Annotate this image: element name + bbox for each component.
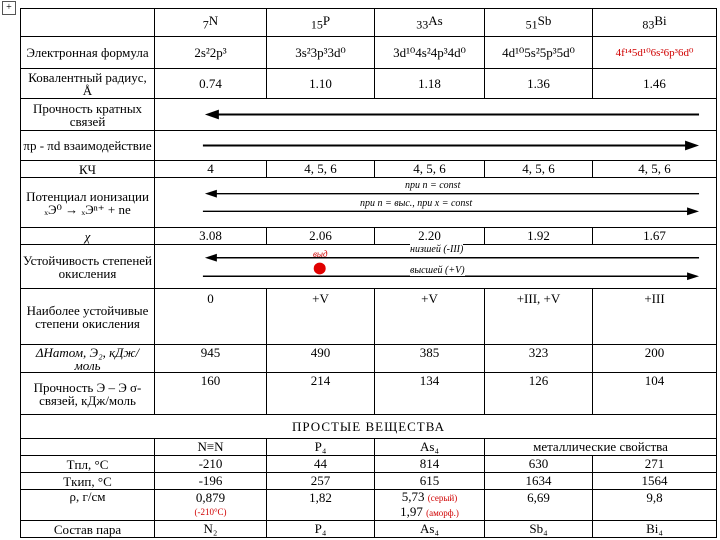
row-coord xyxy=(21,161,717,178)
form-metallic: металлические свойства xyxy=(485,439,717,456)
bond-n: 160 xyxy=(155,373,267,415)
label-coord: КЧ xyxy=(21,161,155,178)
multiple-bonds-arrow-cell xyxy=(155,99,717,131)
form-n: N≡N xyxy=(155,439,267,456)
label-bp: Tкип, °С xyxy=(21,473,155,490)
electroneg-bi: 1.67 xyxy=(593,228,717,245)
row-density xyxy=(21,490,717,521)
mp-bi: 271 xyxy=(593,456,717,473)
row-ionization xyxy=(21,178,717,228)
oxidation-note-red: выд xyxy=(313,249,328,259)
vapor-bi: Bi₄ xyxy=(593,521,717,538)
config-sb: 4d¹⁰5s²5p³5d⁰ xyxy=(485,37,593,69)
density-n-value: 0,879 xyxy=(195,490,226,505)
stable-ox-as: +V xyxy=(375,289,485,345)
oxidation-arrow-cell xyxy=(155,245,717,289)
coord-sb: 4, 5, 6 xyxy=(485,161,593,178)
label-ionization xyxy=(21,178,155,228)
electroneg-sb: 1.92 xyxy=(485,228,593,245)
bond-sb: 126 xyxy=(485,373,593,415)
header-as: $_{33}$As xyxy=(375,9,485,37)
enthalpy-sb: 323 xyxy=(485,345,593,373)
electroneg-p: 2.06 xyxy=(267,228,375,245)
row-bp xyxy=(21,473,717,490)
radius-n: 0.74 xyxy=(155,69,267,99)
enthalpy-p: 490 xyxy=(267,345,375,373)
ionization-arrow-cell xyxy=(155,178,717,228)
vapor-sb: Sb₄ xyxy=(485,521,593,538)
density-bi: 9,8 xyxy=(593,490,717,521)
header-n: $_7$N xyxy=(155,9,267,37)
coord-n: 4 xyxy=(155,161,267,178)
density-as-value-amorph: 1,97 xyxy=(400,504,423,519)
label-bond-strength: Прочность Э – Э σ-связей, кДж/моль xyxy=(21,373,155,415)
stable-ox-sb: +III, +V xyxy=(485,289,593,345)
mp-as: 814 xyxy=(375,456,485,473)
density-sb: 6,69 xyxy=(485,490,593,521)
label-enthalpy: ΔHатом, Э₂, кДж/моль xyxy=(21,345,155,373)
density-p: 1,82 xyxy=(267,490,375,521)
config-p: 3s²3p³3d⁰ xyxy=(267,37,375,69)
bp-n: -196 xyxy=(155,473,267,490)
label-config: Электронная формула xyxy=(21,37,155,69)
density-n xyxy=(155,490,267,521)
enthalpy-as: 385 xyxy=(375,345,485,373)
table-move-handle-icon[interactable]: + xyxy=(2,1,16,15)
label-radius: Ковалентный радиус, Å xyxy=(21,69,155,99)
row-radius xyxy=(21,69,717,99)
radius-bi: 1.46 xyxy=(593,69,717,99)
radius-sb: 1.36 xyxy=(485,69,593,99)
coord-p: 4, 5, 6 xyxy=(267,161,375,178)
coord-bi: 4, 5, 6 xyxy=(593,161,717,178)
bp-bi: 1564 xyxy=(593,473,717,490)
row-section-title xyxy=(21,415,717,439)
oxidation-note-high: высшей (+V) xyxy=(410,265,465,276)
radius-as: 1.18 xyxy=(375,69,485,99)
density-as-note-amorph: (аморф.) xyxy=(426,508,459,518)
density-as-value: 5,73 xyxy=(401,489,425,504)
density-as xyxy=(375,490,485,521)
bond-bi: 104 xyxy=(593,373,717,415)
mp-n: -210 xyxy=(155,456,267,473)
row-multiple-bonds xyxy=(21,99,717,131)
header-sb: $_{51}$Sb xyxy=(485,9,593,37)
row-bond-strength xyxy=(21,373,717,415)
row-forms xyxy=(21,439,717,456)
vapor-as: As₄ xyxy=(375,521,485,538)
label-electroneg: χ xyxy=(21,228,155,245)
forms-empty xyxy=(21,439,155,456)
mp-sb: 630 xyxy=(485,456,593,473)
density-n-note: (-210°С) xyxy=(194,507,227,517)
row-pd xyxy=(21,131,717,161)
config-n: 2s²2p³ xyxy=(155,37,267,69)
ionization-label-equation: ₓЭ⁰ → ₓЭⁿ⁺ + ne xyxy=(44,201,131,217)
label-pd: πp - πd взаимодействие xyxy=(21,131,155,161)
coord-as: 4, 5, 6 xyxy=(375,161,485,178)
form-as: As₄ xyxy=(375,439,485,456)
left-arrow-icon xyxy=(155,99,716,130)
stable-ox-n: 0 xyxy=(155,289,267,345)
radius-p: 1.10 xyxy=(267,69,375,99)
label-multiple-bonds: Прочность кратных связей xyxy=(21,99,155,131)
row-oxidation-stability xyxy=(21,245,717,289)
header-row xyxy=(21,9,717,37)
row-enthalpy xyxy=(21,345,717,373)
corner-cell xyxy=(21,9,155,37)
config-as: 3d¹⁰4s²4p³4d⁰ xyxy=(375,37,485,69)
bp-p: 257 xyxy=(267,473,375,490)
header-bi: $_{83}$Bi xyxy=(593,9,717,37)
header-p: $_{15}$P xyxy=(267,9,375,37)
row-vapor xyxy=(21,521,717,538)
electroneg-as: 2.20 xyxy=(375,228,485,245)
stable-ox-p: +V xyxy=(267,289,375,345)
enthalpy-n: 945 xyxy=(155,345,267,373)
row-electroneg xyxy=(21,228,717,245)
label-vapor: Состав пара xyxy=(21,521,155,538)
ionization-note-const: при n = const xyxy=(405,180,461,191)
stable-ox-bi: +III xyxy=(593,289,717,345)
label-stable-oxidation: Наиболее устойчивые степени окисления xyxy=(21,289,155,345)
elements-table xyxy=(20,8,717,538)
vapor-n: N₂ xyxy=(155,521,267,538)
section-title: ПРОСТЫЕ ВЕЩЕСТВА xyxy=(21,415,717,439)
ionization-label-title: Потенциал ионизации xyxy=(26,188,149,204)
label-oxidation-stability: Устойчивость степеней окисления xyxy=(21,245,155,289)
mp-p: 44 xyxy=(267,456,375,473)
pd-arrow-cell xyxy=(155,131,717,161)
bp-sb: 1634 xyxy=(485,473,593,490)
label-mp: Tпл, °С xyxy=(21,456,155,473)
electroneg-n: 3.08 xyxy=(155,228,267,245)
enthalpy-bi: 200 xyxy=(593,345,717,373)
bond-as: 134 xyxy=(375,373,485,415)
ionization-note-var: при n = выс., при x = const xyxy=(360,198,473,209)
config-bi: 4f¹⁴5d¹⁰6s²6p³6d⁰ xyxy=(593,37,717,69)
label-density: ρ, г/см xyxy=(21,490,155,521)
row-mp xyxy=(21,456,717,473)
bp-as: 615 xyxy=(375,473,485,490)
vapor-p: P₄ xyxy=(267,521,375,538)
row-config xyxy=(21,37,717,69)
bond-p: 214 xyxy=(267,373,375,415)
density-as-note-grey: (серый) xyxy=(427,493,458,503)
form-p: P₄ xyxy=(267,439,375,456)
right-arrow-icon xyxy=(155,131,716,160)
oxidation-note-low: низшей (-III) xyxy=(410,244,464,255)
row-stable-oxidation xyxy=(21,289,717,345)
